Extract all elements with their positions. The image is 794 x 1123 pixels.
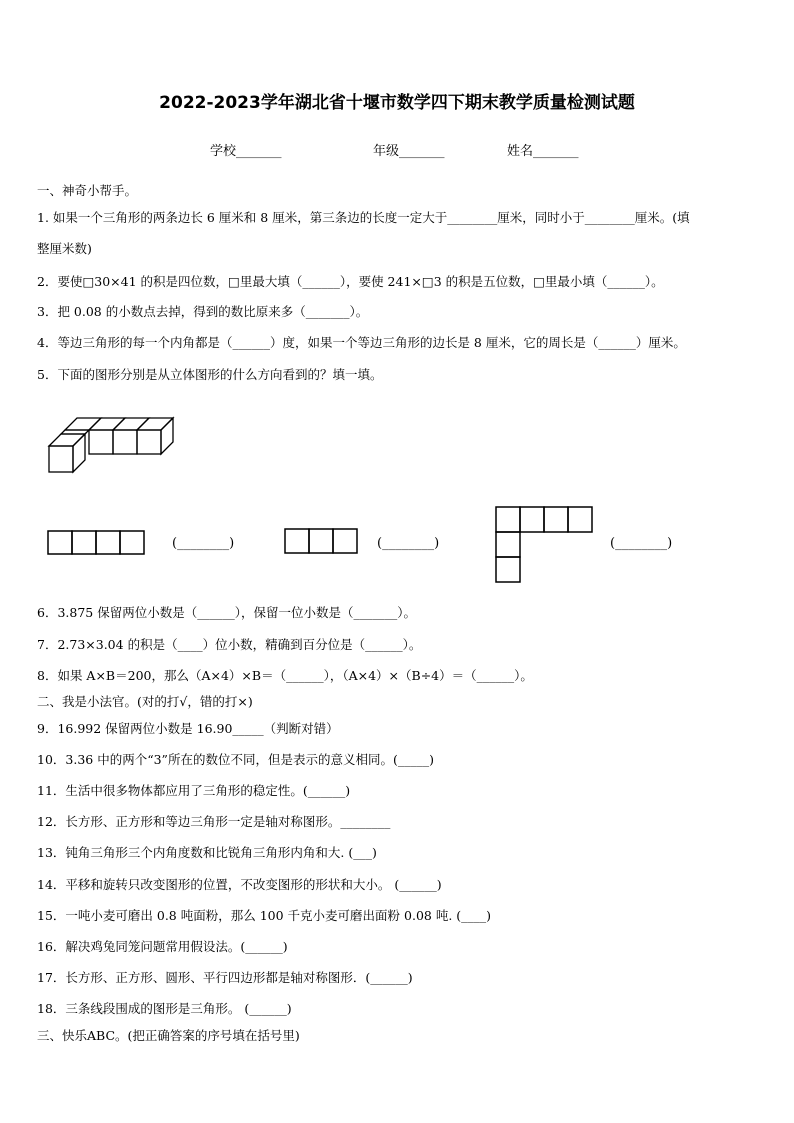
question-2: 2．要使□30×41 的积是四位数，□里最大填（______），要使 241×□3 的积是五位数，□里最小填（______）。: [37, 274, 664, 289]
question-5: 5．下面的图形分别是从立体图形的什么方向看到的？填一填。: [37, 367, 383, 382]
cube-solid-figure: [45, 410, 175, 480]
question-6: 6．3.875 保留两位小数是（______），保留一位小数是（_______）。: [37, 605, 416, 620]
question-16: 16．解决鸡兔同笼问题常用假设法。(______): [37, 939, 288, 954]
view-figure-2: [284, 528, 360, 555]
question-8: 8．如果 A×B＝200，那么（A×4）×B＝（______），（A×4）×（B÷4）＝（______）。: [37, 668, 533, 683]
question-3: 3．把 0.08 的小数点去掉，得到的数比原来多（_______）。: [37, 304, 369, 319]
view-answer-2[interactable]: (________): [377, 536, 440, 551]
page-title: 2022-2023学年湖北省十堰市数学四下期末教学质量检测试题: [159, 93, 635, 113]
view-answer-1[interactable]: (________): [172, 536, 235, 551]
question-13: 13．钝角三角形三个内角度数和比锐角三角形内角和大. (___): [37, 845, 377, 860]
question-1-line-1: 1. 如果一个三角形的两条边长 6 厘米和 8 厘米，第三条边的长度一定大于________厘米，同时小于________厘米。(填: [37, 210, 690, 225]
question-14: 14．平移和旋转只改变图形的位置，不改变图形的形状和大小。 (______): [37, 877, 442, 892]
view-answer-3[interactable]: (________): [610, 536, 673, 551]
question-17: 17．长方形、正方形、圆形、平行四边形都是轴对称图形．(______): [37, 970, 413, 985]
section-heading-2: 二、我是小法官。(对的打√，错的打×): [37, 694, 253, 709]
view-figure-3: [495, 506, 595, 584]
section-heading-3: 三、快乐ABC。(把正确答案的序号填在括号里): [37, 1028, 300, 1043]
question-7: 7．2.73×3.04 的积是（____）位小数，精确到百分位是（______）。: [37, 637, 422, 652]
question-4: 4．等边三角形的每一个内角都是（______）度，如果一个等边三角形的边长是 8 厘米，它的周长是（______）厘米。: [37, 335, 686, 350]
grade-field[interactable]: 年级_______: [373, 144, 445, 159]
question-15: 15．一吨小麦可磨出 0.8 吨面粉，那么 100 千克小麦可磨出面粉 0.08 吨. (____): [37, 908, 492, 923]
question-18: 18．三条线段围成的图形是三角形。 (______): [37, 1001, 292, 1016]
question-1-line-2: 整厘米数): [37, 241, 92, 256]
question-12: 12．长方形、正方形和等边三角形一定是轴对称图形。________: [37, 814, 391, 829]
view-figure-1: [47, 530, 149, 556]
question-9: 9．16.992 保留两位小数是 16.90_____（判断对错）: [37, 721, 339, 736]
question-10: 10．3.36 中的两个“3”所在的数位不同，但是表示的意义相同。(_____): [37, 752, 434, 767]
school-field[interactable]: 学校_______: [210, 144, 282, 159]
question-11: 11．生活中很多物体都应用了三角形的稳定性。(______): [37, 783, 351, 798]
name-field[interactable]: 姓名_______: [507, 144, 579, 159]
section-heading-1: 一、神奇小帮手。: [37, 183, 138, 198]
